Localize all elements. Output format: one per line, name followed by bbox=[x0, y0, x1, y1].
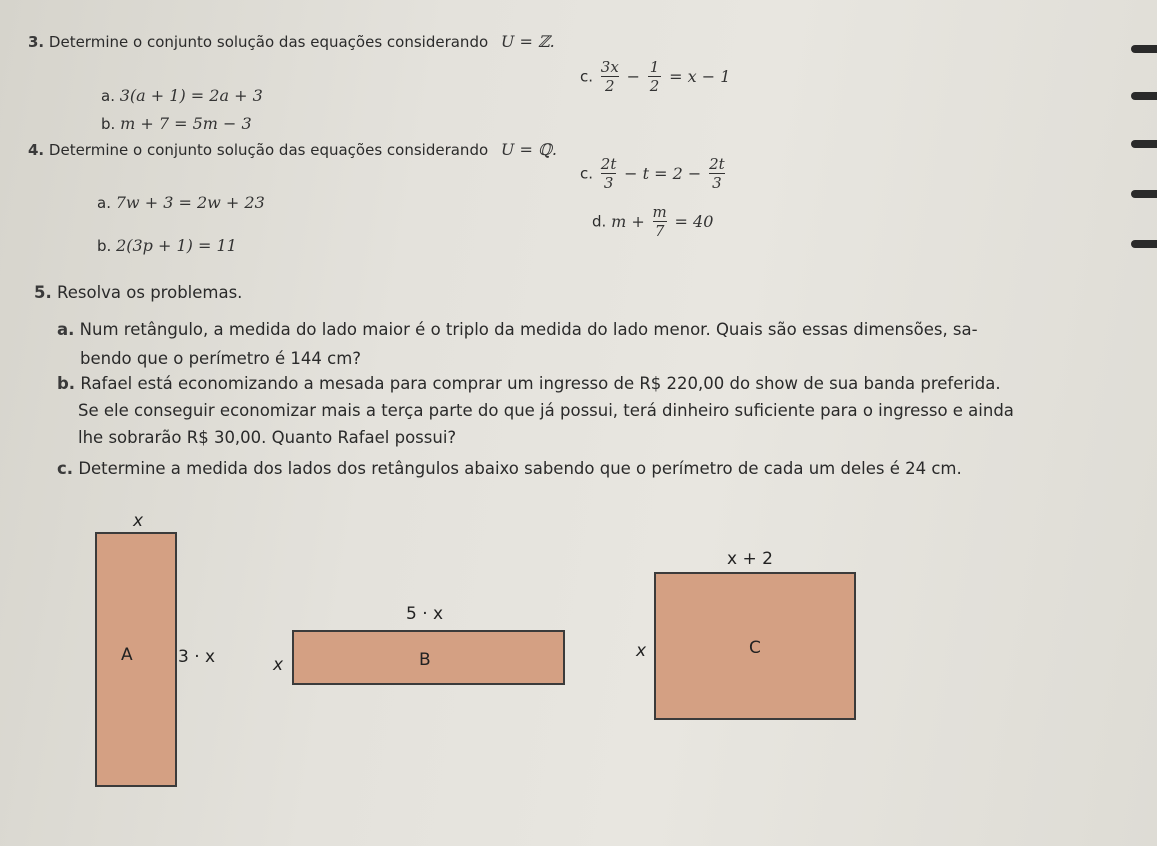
denominator: 3 bbox=[601, 173, 617, 192]
item-label: c. bbox=[57, 459, 74, 478]
paragraph-text: Determine a medida dos lados dos retângulos abaixo sabendo que o perímetro de cada um deles é 24 cm. bbox=[78, 459, 962, 478]
denominator: 2 bbox=[649, 77, 660, 95]
q3-header bbox=[28, 32, 555, 51]
item-label: a. bbox=[57, 320, 75, 339]
item-label: a. bbox=[101, 87, 115, 105]
q4-number: 4. bbox=[28, 141, 45, 159]
paragraph-text: Rafael está economizando a mesada para comprar um ingresso de R$ 220,00 do show de sua banda preferida. bbox=[80, 374, 1001, 393]
denominator: 3 bbox=[709, 173, 725, 192]
q3-universe: U = ℤ. bbox=[500, 32, 555, 51]
equation: 7w + 3 = 2w + 23 bbox=[115, 193, 265, 212]
q5-item-b-line2: Se ele conseguir economizar mais a terça parte do que já possui, terá dinheiro suficiente para o ingresso e ainda bbox=[78, 401, 1014, 420]
q4-header bbox=[28, 140, 557, 159]
equation-mid: − t = 2 − bbox=[624, 164, 702, 183]
item-label: c. bbox=[580, 67, 594, 86]
rect-b-name: B bbox=[419, 650, 431, 670]
numerator: 3x bbox=[600, 58, 619, 76]
denominator: 2 bbox=[601, 76, 619, 95]
item-label: b. bbox=[101, 115, 116, 133]
q5-statement: Resolva os problemas. bbox=[57, 283, 243, 302]
item-label: b. bbox=[57, 374, 76, 393]
rect-b-top-label: 5 · x bbox=[406, 604, 444, 624]
q4-item-c bbox=[580, 155, 728, 192]
q5-item-b-line3: lhe sobrarão R$ 30,00. Quanto Rafael possui? bbox=[78, 428, 457, 447]
q4-item-a bbox=[97, 193, 265, 212]
numerator: 2t bbox=[709, 155, 725, 173]
binding-mark bbox=[1131, 45, 1157, 53]
q4-item-d bbox=[592, 203, 713, 240]
rect-c-top-label: x + 2 bbox=[727, 549, 773, 569]
fraction bbox=[709, 155, 725, 192]
q4-universe: U = ℚ. bbox=[500, 140, 558, 159]
q5-item-c-line1 bbox=[57, 459, 962, 478]
numerator: m bbox=[652, 203, 667, 221]
item-label: d. bbox=[592, 212, 607, 231]
fraction bbox=[601, 155, 617, 192]
q3-number: 3. bbox=[28, 33, 45, 51]
q3-statement: Determine o conjunto solução das equações considerando bbox=[48, 33, 489, 51]
q5-number: 5. bbox=[34, 283, 52, 302]
equation: 3(a + 1) = 2a + 3 bbox=[119, 86, 263, 105]
rectangle-a bbox=[95, 532, 177, 787]
item-label: c. bbox=[580, 164, 594, 183]
equation: 2(3p + 1) = 11 bbox=[116, 236, 237, 255]
q5-item-a-line1 bbox=[57, 320, 978, 339]
rect-c-name: C bbox=[749, 638, 761, 658]
numerator: 1 bbox=[649, 58, 660, 76]
q5-item-a-line2: bendo que o perímetro é 144 cm? bbox=[80, 349, 362, 368]
denominator: 7 bbox=[653, 221, 667, 240]
rect-b-side-label: x bbox=[273, 655, 284, 675]
equation-post: = 40 bbox=[674, 212, 714, 231]
rect-a-top-label: x bbox=[133, 511, 144, 531]
equation-rest: = x − 1 bbox=[669, 67, 731, 86]
q4-item-b bbox=[97, 236, 237, 255]
binding-mark bbox=[1131, 190, 1157, 198]
equation: m + 7 = 5m − 3 bbox=[120, 114, 252, 133]
operator: − bbox=[626, 67, 640, 86]
fraction bbox=[648, 58, 662, 95]
item-label: a. bbox=[97, 194, 111, 212]
q5-header bbox=[34, 283, 242, 302]
rect-c-side-label: x bbox=[636, 641, 647, 661]
fraction bbox=[601, 58, 619, 95]
q3-item-b bbox=[101, 114, 252, 133]
binding-mark bbox=[1131, 92, 1157, 100]
q3-item-a bbox=[101, 86, 263, 105]
equation-pre: m + bbox=[611, 212, 645, 231]
q5-item-b-line1 bbox=[57, 374, 1001, 393]
rect-a-name: A bbox=[121, 645, 133, 665]
q4-statement: Determine o conjunto solução das equações considerando bbox=[48, 141, 489, 159]
rect-a-side-label: 3 · x bbox=[178, 647, 216, 667]
numerator: 2t bbox=[600, 155, 617, 173]
q3-item-c bbox=[580, 58, 730, 95]
binding-mark bbox=[1131, 140, 1157, 148]
item-label: b. bbox=[97, 237, 112, 255]
paragraph-text: Num retângulo, a medida do lado maior é o triplo da medida do lado menor. Quais são essas dimensões, sa- bbox=[79, 320, 978, 339]
fraction bbox=[653, 203, 667, 240]
binding-mark bbox=[1131, 240, 1157, 248]
